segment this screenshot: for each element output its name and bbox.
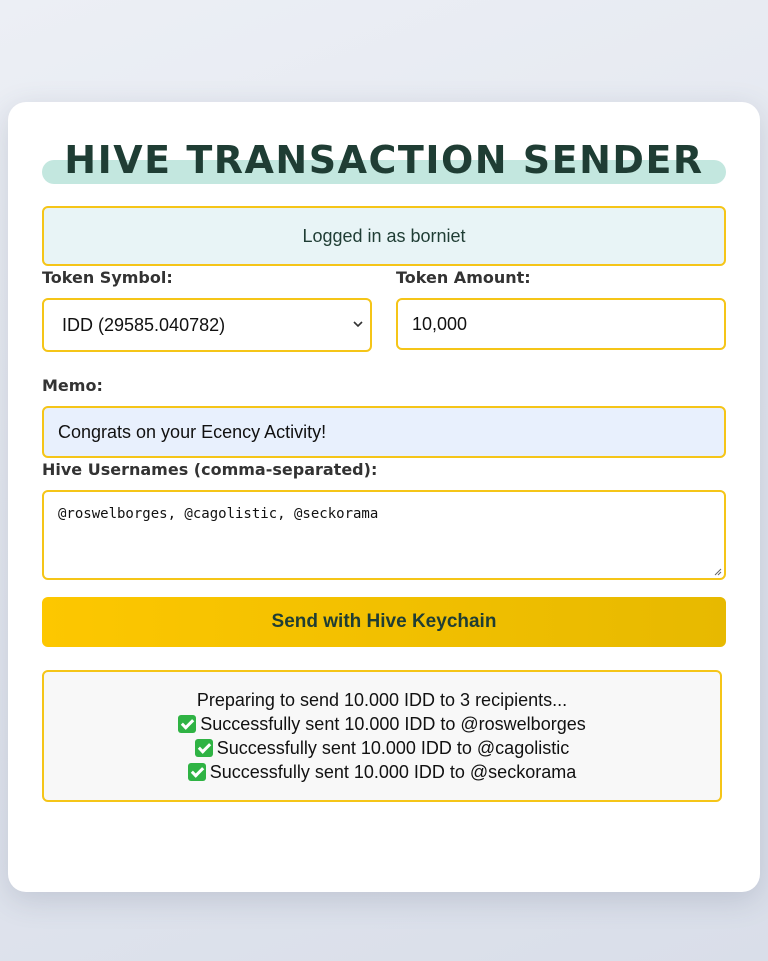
memo-input[interactable] xyxy=(42,406,726,458)
transaction-card xyxy=(8,102,760,892)
log-line-text: Successfully sent 10.000 IDD to @seckorama xyxy=(209,762,577,782)
log-line-text: Successfully sent 10.000 IDD to @cagolistic xyxy=(216,738,570,758)
token-amount-label: Token Amount: xyxy=(396,268,531,287)
usernames-label: Hive Usernames (comma-separated): xyxy=(42,460,378,479)
log-line-text: Preparing to send 10.000 IDD to 3 recipients... xyxy=(196,690,568,710)
transaction-log xyxy=(42,670,722,802)
check-icon xyxy=(178,715,196,733)
log-line-text: Successfully sent 10.000 IDD to @roswelborges xyxy=(200,714,586,734)
chevron-down-icon xyxy=(352,318,364,330)
log-line xyxy=(44,736,720,760)
log-line xyxy=(44,712,720,736)
log-line xyxy=(44,688,720,712)
token-symbol-label: Token Symbol: xyxy=(42,268,173,287)
check-icon xyxy=(195,739,213,757)
memo-value: Congrats on your Ecency Activity! xyxy=(58,422,327,442)
page-header xyxy=(42,128,726,192)
token-symbol-selected-value: IDD (29585.040782) xyxy=(62,315,226,335)
log-line xyxy=(44,760,720,784)
token-amount-value: 10,000 xyxy=(412,314,468,334)
page-title: HIVE TRANSACTION SENDER xyxy=(64,138,704,182)
login-status-banner: Logged in as borniet xyxy=(42,206,726,266)
token-amount-input[interactable] xyxy=(396,298,726,350)
token-symbol-select[interactable] xyxy=(42,298,372,352)
memo-label: Memo: xyxy=(42,376,103,395)
resize-handle-icon[interactable] xyxy=(712,566,722,576)
usernames-value: @roswelborges, @cagolistic, @seckorama xyxy=(58,506,379,522)
send-with-keychain-button[interactable]: Send with Hive Keychain xyxy=(42,597,726,647)
usernames-textarea[interactable] xyxy=(42,490,726,580)
check-icon xyxy=(188,763,206,781)
